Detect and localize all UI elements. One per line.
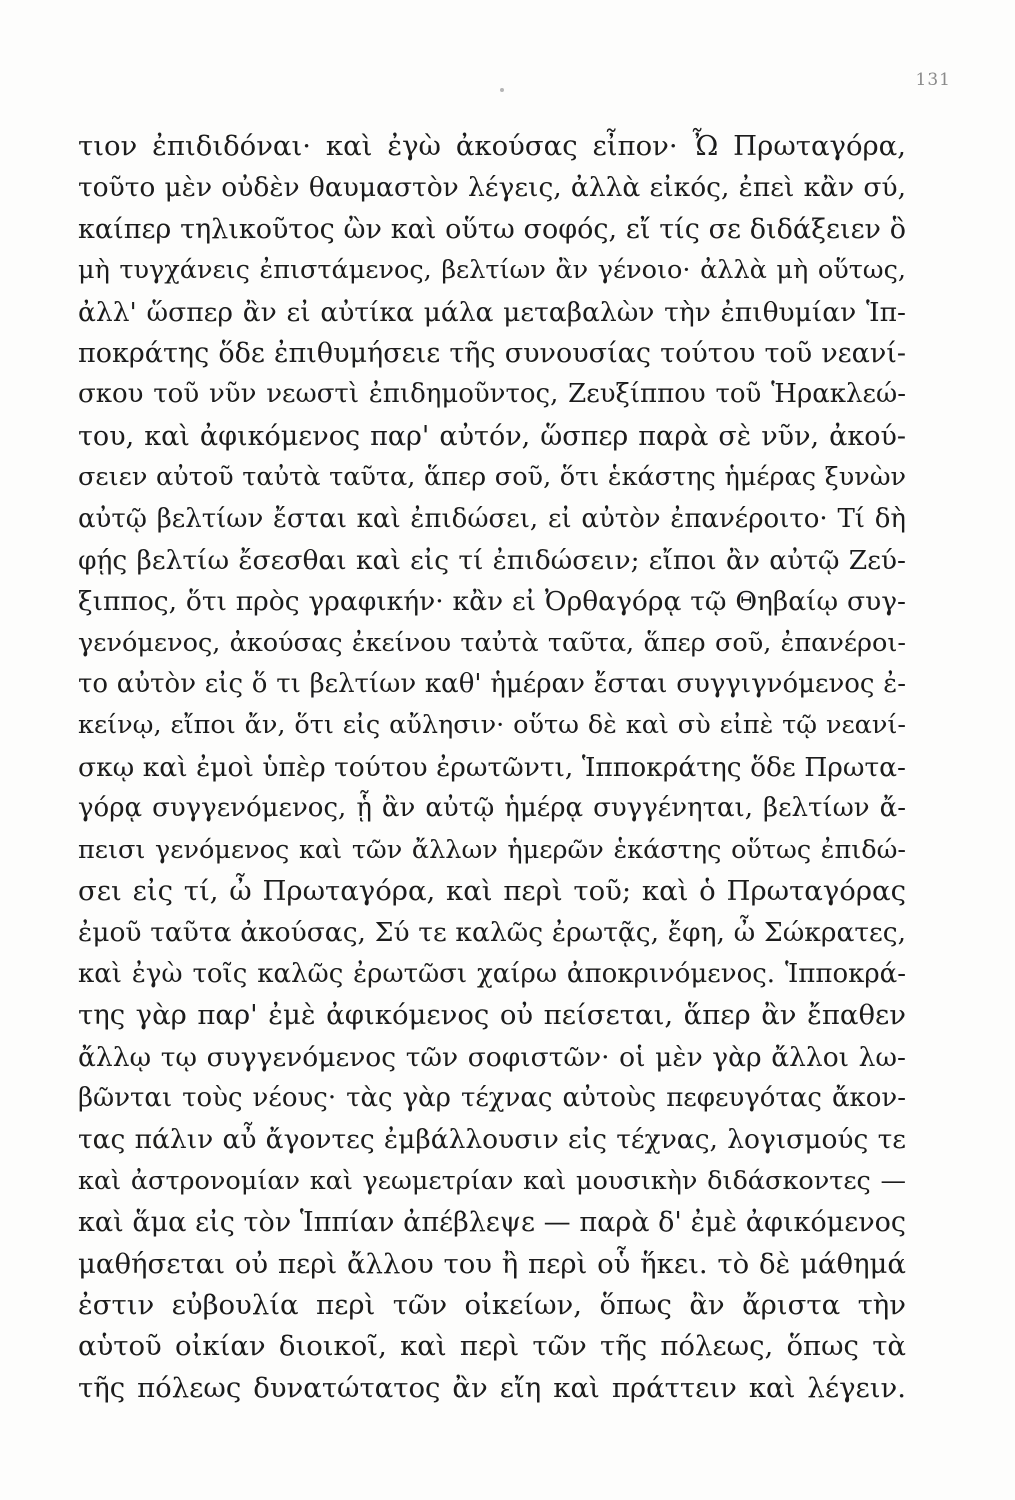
text-line-10: αὐτῷ βελτίων ἔσται καὶ ἐπιδώσει, εἰ αὐτὸν ἐπανέροιτο· Τί δὴ <box>78 503 906 534</box>
text-line-21: καὶ ἐγὼ τοῖς καλῶς ἐρωτῶσι χαίρω ἀποκρινόμενος. Ἱπποκρά- <box>78 958 906 989</box>
print-speck <box>500 88 504 92</box>
text-line-29: ἐστιν εὐβουλία περὶ τῶν οἰκείων, ὅπως ἂν ἄριστα τὴν <box>78 1288 906 1321</box>
text-line-19: σει εἰς τί, ὦ Πρωταγόρα, καὶ περὶ τοῦ; καὶ ὁ Πρωταγόρας <box>78 875 906 908</box>
text-line-13: γενόμενος, ἀκούσας ἐκείνου ταὐτὰ ταῦτα, ἅπερ σοῦ, ἐπανέροι- <box>78 627 906 658</box>
text-line-7: σκου τοῦ νῦν νεωστὶ ἐπιδημοῦντος, Ζευξίππου τοῦ Ἡρακλεώ- <box>78 379 906 410</box>
text-line-6: ποκράτης ὅδε ἐπιθυμήσειε τῆς συνουσίας τούτου τοῦ νεανί- <box>78 337 906 369</box>
text-line-24: βῶνται τοὺς νέους· τὰς γὰρ τέχνας αὐτοὺς πεφευγότας ἄκον- <box>78 1082 906 1113</box>
text-line-12: ξιππος, ὅτι πρὸς γραφικήν· κἂν εἰ Ὀρθαγόρᾳ τῷ Θηβαίῳ συγ- <box>78 586 906 618</box>
greek-text-body <box>78 126 906 1409</box>
text-line-16: σκῳ καὶ ἐμοὶ ὑπὲρ τούτου ἐρωτῶντι, Ἱπποκράτης ὅδε Πρωτα- <box>78 751 906 783</box>
text-line-23: ἄλλῳ τῳ συγγενόμενος τῶν σοφιστῶν· οἱ μὲν γὰρ ἄλλοι λω- <box>78 1041 906 1073</box>
text-line-17: γόρᾳ συγγενόμενος, ᾗ ἂν αὐτῷ ἡμέρᾳ συγγένηται, βελτίων ἄ- <box>78 793 906 824</box>
text-line-3: καίπερ τηλικοῦτος ὢν καὶ οὕτω σοφός, εἴ τίς σε διδάξειεν ὃ <box>78 213 906 245</box>
text-line-22: της γὰρ παρ' ἐμὲ ἀφικόμενος οὐ πείσεται, ἅπερ ἂν ἔπαθεν <box>78 999 906 1032</box>
text-line-30: αὑτοῦ οἰκίαν διοικοῖ, καὶ περὶ τῶν τῆς πόλεως, ὅπως τὰ <box>78 1330 906 1363</box>
text-line-26: καὶ ἀστρονομίαν καὶ γεωμετρίαν καὶ μουσικὴν διδάσκοντες — <box>78 1165 906 1196</box>
text-line-1: τιον ἐπιδιδόναι· καὶ ἐγὼ ἀκούσας εἶπον· Ὦ Πρωταγόρα, <box>78 130 906 162</box>
text-line-4: μὴ τυγχάνεις ἐπιστάμενος, βελτίων ἂν γένοιο· ἀλλὰ μὴ οὕτως, <box>78 255 906 286</box>
text-line-8: του, καὶ ἀφικόμενος παρ' αὐτόν, ὥσπερ παρὰ σὲ νῦν, ἀκού- <box>78 420 906 452</box>
text-line-15: κείνῳ, εἴποι ἄν, ὅτι εἰς αὔλησιν· οὕτω δὲ καὶ σὺ εἰπὲ τῷ νεανί- <box>78 710 906 741</box>
text-line-11: φῄς βελτίω ἔσεσθαι καὶ εἰς τί ἐπιδώσειν; εἴποι ἂν αὐτῷ Ζεύ- <box>78 544 906 576</box>
text-line-2: τοῦτο μὲν οὐδὲν θαυμαστὸν λέγεις, ἀλλὰ εἰκός, ἐπεὶ κἂν σύ, <box>78 172 906 204</box>
text-line-14: το αὐτὸν εἰς ὅ τι βελτίων καθ' ἡμέραν ἔσται συγγιγνόμενος ἐ- <box>78 669 906 700</box>
text-line-25: τας πάλιν αὖ ἄγοντες ἐμβάλλουσιν εἰς τέχνας, λογισμούς τε <box>78 1124 906 1156</box>
text-line-9: σειεν αὐτοῦ ταὐτὰ ταῦτα, ἅπερ σοῦ, ὅτι ἑκάστης ἡμέρας ξυνὼν <box>78 462 906 493</box>
text-line-31: τῆς πόλεως δυνατώτατος ἂν εἴη καὶ πράττειν καὶ λέγειν. <box>78 1371 906 1404</box>
text-line-5: ἀλλ' ὥσπερ ἂν εἰ αὐτίκα μάλα μεταβαλὼν τὴν ἐπιθυμίαν Ἱπ- <box>78 296 906 328</box>
page-number: 131 <box>915 70 951 90</box>
text-line-28: μαθήσεται οὐ περὶ ἄλλου του ἢ περὶ οὗ ἥκει. τὸ δὲ μάθημά <box>78 1247 906 1280</box>
text-line-18: πεισι γενόμενος καὶ τῶν ἄλλων ἡμερῶν ἑκάστης οὕτως ἐπιδώ- <box>78 834 906 865</box>
text-line-20: ἐμοῦ ταῦτα ἀκούσας, Σύ τε καλῶς ἐρωτᾷς, ἔφη, ὦ Σώκρατες, <box>78 917 906 949</box>
text-line-27: καὶ ἅμα εἰς τὸν Ἱππίαν ἀπέβλεψε — παρὰ δ' ἐμὲ ἀφικόμενος <box>78 1207 906 1239</box>
